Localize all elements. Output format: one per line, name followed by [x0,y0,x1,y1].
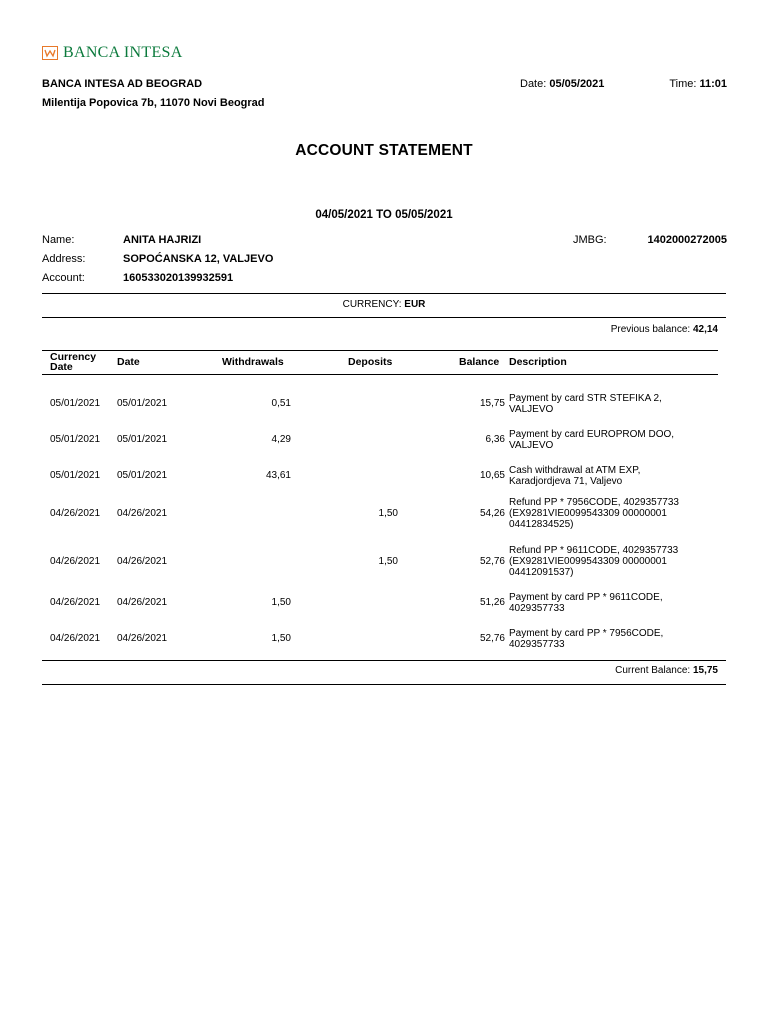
bank-address: Milentija Popovica 7b, 11070 Novi Beograd [42,97,265,109]
row-description-line: Payment by card PP * 7956CODE, [509,628,664,639]
row-withdrawal: 1,50 [271,633,291,644]
col-currency-date-line2: Date [50,361,73,373]
currency-line [0,299,768,310]
row-description-line: Refund PP * 7956CODE, 4029357733 [509,497,679,508]
row-date: 05/01/2021 [117,398,168,409]
row-description [509,429,674,451]
row-deposit: 1,50 [378,507,398,519]
row-balance: 6,36 [485,434,505,445]
row-description-line: VALJEVO [509,440,554,451]
row-withdrawal: 43,61 [265,470,291,481]
row-currency-date: 05/01/2021 [50,470,101,481]
row-balance: 52,76 [479,555,505,567]
row-currency-date: 05/01/2021 [50,398,101,409]
row-description-line: Cash withdrawal at ATM EXP, [509,465,641,476]
bank-logo-mark-icon [42,46,58,60]
row-balance: 10,65 [479,470,505,481]
bank-logo [42,44,183,62]
row-description-line: VALJEVO [509,404,554,415]
address-value: SOPOĆANSKA 12, VALJEVO [123,253,274,265]
row-currency-date: 04/26/2021 [50,633,101,644]
row-description-line: 4029357733 [509,603,565,614]
row-description-line: (EX9281VIE0099543309 00000001 [509,556,667,567]
row-description-line: 04412834525) [509,519,574,530]
row-balance: 54,26 [479,507,505,519]
col-deposits: Deposits [348,356,393,368]
row-balance: 51,26 [479,597,505,608]
divider [42,317,726,318]
row-deposit: 1,50 [378,555,398,567]
table-top-rule [42,350,718,351]
row-date: 04/26/2021 [117,597,168,608]
row-description-line: Payment by card STR STEFIKA 2, [509,393,662,404]
col-date: Date [117,356,140,368]
row-withdrawal: 0,51 [271,398,291,409]
table-header-rule [42,374,718,375]
row-date: 05/01/2021 [117,470,168,481]
address-label: Address: [42,253,86,265]
col-description: Description [509,356,567,368]
date-value: 05/05/2021 [549,78,605,90]
row-description-line: Payment by card PP * 9611CODE, [509,592,663,603]
col-currency-date-line1: Currency [50,351,97,363]
time-value: 11:01 [699,78,727,90]
divider [42,684,726,685]
bank-name: BANCA INTESA AD BEOGRAD [42,78,203,90]
row-currency-date: 04/26/2021 [50,507,101,519]
row-description-line: 4029357733 [509,639,565,650]
row-date: 04/26/2021 [117,555,168,567]
row-date: 04/26/2021 [117,507,168,519]
col-currency-date [50,352,96,372]
row-date: 04/26/2021 [117,633,168,644]
jmbg-label: JMBG: [573,234,607,246]
row-description [509,628,663,650]
bank-logo-text: BANCA INTESA [63,44,183,61]
col-withdrawals: Withdrawals [222,356,284,368]
current-balance-value: 15,75 [692,665,718,676]
row-description [509,497,679,530]
jmbg-value: 1402000272005 [647,234,727,246]
row-date: 05/01/2021 [117,434,168,445]
currency-value: EUR [404,299,426,310]
statement-time [669,78,727,90]
row-description-line: Payment by card EUROPROM DOO, [509,429,675,440]
account-label: Account: [42,272,85,284]
name-label: Name: [42,234,75,246]
table-bottom-rule [42,660,726,661]
previous-balance [611,324,718,335]
previous-balance-label: Previous balance: [610,324,691,335]
row-withdrawal: 4,29 [271,434,291,445]
row-description-line: Karadjordjeva 71, Valjevo [509,476,623,487]
currency-label: CURRENCY: [342,299,402,310]
row-description-line: (EX9281VIE0099543309 00000001 [509,508,667,519]
row-currency-date: 05/01/2021 [50,434,101,445]
row-currency-date: 04/26/2021 [50,597,101,608]
col-balance: Balance [459,356,500,368]
row-description-line: 04412091537) [509,567,574,578]
time-label: Time: [669,78,697,90]
date-label: Date: [520,78,547,90]
current-balance [615,665,718,676]
account-value: 160533020139932591 [123,272,234,284]
row-description [509,545,678,578]
divider [42,293,726,294]
name-value: ANITA HAJRIZI [123,234,202,246]
row-description-line: Refund PP * 9611CODE, 4029357733 [509,545,679,556]
row-balance: 52,76 [479,633,505,644]
statement-date [520,78,604,90]
current-balance-label: Current Balance: [615,665,691,676]
row-description [509,465,640,487]
row-currency-date: 04/26/2021 [50,555,101,567]
row-withdrawal: 1,50 [271,597,291,608]
row-description [509,393,662,415]
page-title: ACCOUNT STATEMENT [295,142,473,159]
statement-period: 04/05/2021 TO 05/05/2021 [315,209,453,221]
row-balance: 15,75 [479,398,505,409]
previous-balance-value: 42,14 [692,324,718,335]
row-description [509,592,663,614]
